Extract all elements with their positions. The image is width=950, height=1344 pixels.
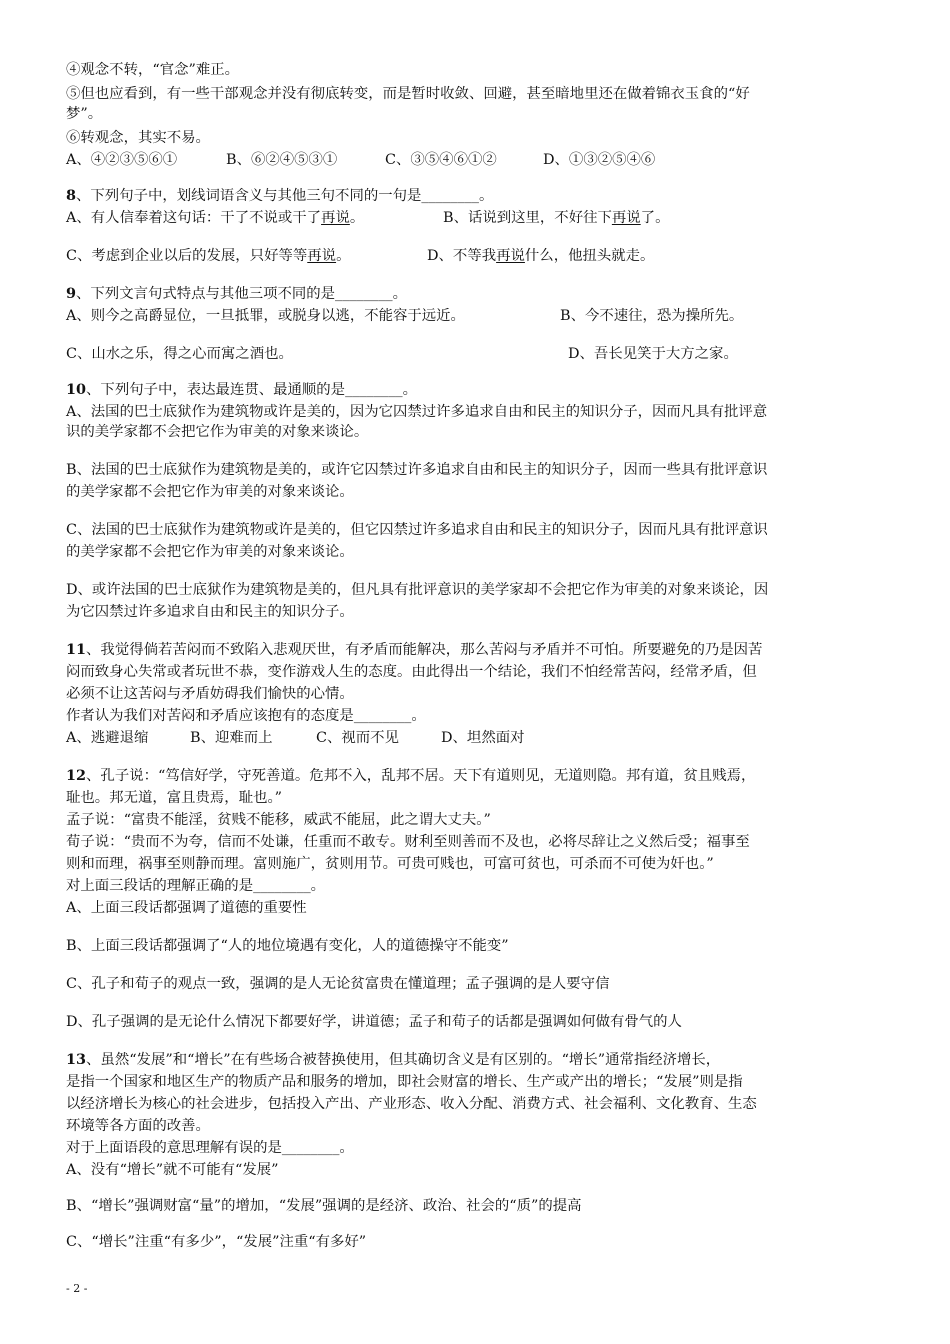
q8-option-d: D、不等我再说什么，他扭头就走。 xyxy=(427,248,655,264)
q7-sentence-4: ④观念不转，“官念”难正。 xyxy=(66,62,240,78)
q11-passage-line2: 闷而致身心失常或者玩世不恭，变作游戏人生的态度。由此得出一个结论，我们不怕经常苦闷，经常矛盾，但 xyxy=(66,664,757,680)
q13-option-b: B、“增长”强调财富“量”的增加，“发展”强调的是经济、政治、社会的“质”的提高 xyxy=(66,1198,582,1214)
q11-stem: 作者认为我们对苦闷和矛盾应该抱有的态度是________。 xyxy=(66,708,426,724)
q7-option-b: B、⑥②④⑤③① xyxy=(226,152,338,168)
q9-option-a: A、则今之高爵显位，一旦抵罪，或脱身以逃，不能容于远近。 xyxy=(66,308,465,324)
q7-sentence-6: ⑥转观念，其实不易。 xyxy=(66,130,210,146)
q11-passage-line1: 11、我觉得倘若苦闷而不致陷入悲观厌世，有矛盾而能解决，那么苦闷与矛盾并不可怕。所要避免的乃是因苦 xyxy=(66,641,763,658)
q8-stem xyxy=(66,186,493,206)
q10-option-d-line2: 为它囚禁过许多追求自由和民主的知识分子。 xyxy=(66,604,354,620)
q10-option-b-line1: B、法国的巴士底狱作为建筑物是美的，或许它囚禁过许多追求自由和民主的知识分子，因而一些具有批评意识 xyxy=(66,462,768,478)
q9-stem-text: 、下列文言句式特点与其他三项不同的是________。 xyxy=(76,286,408,302)
q11-option-c: C、视而不见 xyxy=(316,730,399,746)
q12-option-c: C、孔子和荀子的观点一致，强调的是人无论贫富贵在懂道理；孟子强调的是人要守信 xyxy=(66,976,610,992)
q13-option-a: A、没有“增长”就不可能有“发展” xyxy=(66,1162,279,1178)
q10-option-c-line1: C、法国的巴士底狱作为建筑物或许是美的，但它囚禁过许多追求自由和民主的知识分子，因而凡具有批评意识 xyxy=(66,522,768,538)
q12-option-a: A、上面三段话都强调了道德的重要性 xyxy=(66,900,307,916)
q10-option-b-line2: 的美学家都不会把它作为审美的对象来谈论。 xyxy=(66,484,354,500)
q10-option-a-line2: 识的美学家都不会把它作为审美的对象来谈论。 xyxy=(66,424,369,440)
q9-number: 9 xyxy=(66,285,77,302)
q13-passage-line1: 13、虽然“发展”和“增长”在有些场合被替换使用，但其确切含义是有区别的。“增长”通常指经济增长， xyxy=(66,1051,721,1068)
q13-stem: 对于上面语段的意思理解有误的是________。 xyxy=(66,1140,354,1156)
q13-passage-line2: 是指一个国家和地区生产的物质产品和服务的增加，即社会财富的增长、生产或产出的增长；“发展”则是指 xyxy=(66,1074,743,1090)
q10-option-c-line2: 的美学家都不会把它作为审美的对象来谈论。 xyxy=(66,544,354,560)
q8-option-b-underlined: 再说 xyxy=(611,210,641,226)
q12-stem: 对上面三段话的理解正确的是________。 xyxy=(66,878,326,894)
q8-option-a: A、有人信奉着这句话：干了不说或干了再说。 xyxy=(66,210,365,226)
q9-option-c: C、山水之乐，得之心而寓之酒也。 xyxy=(66,346,293,362)
q10-stem xyxy=(66,380,417,400)
q12-mencius: 孟子说：“富贵不能淫，贫贱不能移，威武不能屈，此之谓大丈夫。” xyxy=(66,812,491,828)
q13-number: 13 xyxy=(66,1051,87,1068)
q12-option-d: D、孔子强调的是无论什么情况下都要好学，讲道德；孟子和荀子的话都是强调如何做有骨气的人 xyxy=(66,1014,682,1030)
q7-sentence-5-line2: 梦”。 xyxy=(66,106,103,122)
q8-option-a-underlined: 再说 xyxy=(321,210,350,226)
q9-stem xyxy=(66,284,407,304)
q10-option-d-line1: D、或许法国的巴士底狱作为建筑物是美的，但凡具有批评意识的美学家却不会把它作为审美的对象来谈论，因 xyxy=(66,582,769,598)
q10-number: 10 xyxy=(66,381,87,398)
q7-option-c: C、③⑤④⑥①② xyxy=(385,152,497,168)
q8-option-d-underlined: 再说 xyxy=(496,248,525,264)
q11-number: 11 xyxy=(66,641,87,658)
q12-option-b: B、上面三段话都强调了“人的地位境遇有变化，人的道德操守不能变” xyxy=(66,938,509,954)
q13-option-c: C、“增长”注重“有多少”，“发展”注重“有多好” xyxy=(66,1234,367,1250)
q7-option-a: A、④②③⑤⑥① xyxy=(66,152,178,168)
q9-option-d: D、吾长见笑于大方之家。 xyxy=(568,346,738,362)
q12-confucius-line2: 耻也。邦无道，富且贵焉，耻也。” xyxy=(66,790,283,806)
q11-passage-line3: 必须不让这苦闷与矛盾妨碍我们愉快的心情。 xyxy=(66,686,354,702)
page-number: - 2 - xyxy=(66,1282,88,1295)
q12-xunzi-line1: 荀子说：“贵而不为夸，信而不处谦，任重而不敢专。财利至则善而不及也，必将尽辞让之义然后受；福事至 xyxy=(66,834,750,850)
q11-option-b: B、迎难而上 xyxy=(190,730,273,746)
q12-number: 12 xyxy=(66,767,87,784)
q7-sentence-5-line1: ⑤但也应看到，有一些干部观念并没有彻底转变，而是暂时收敛、回避，甚至暗地里还在做着锦衣玉食的“好 xyxy=(66,86,750,102)
q10-option-a-line1: A、法国的巴士底狱作为建筑物或许是美的，因为它囚禁过许多追求自由和民主的知识分子，因而凡具有批评意 xyxy=(66,404,768,420)
q8-option-c: C、考虑到企业以后的发展，只好等等再说。 xyxy=(66,248,351,264)
q11-option-d: D、坦然面对 xyxy=(441,730,525,746)
q8-option-c-underlined: 再说 xyxy=(307,248,337,264)
q8-option-b: B、话说到这里，不好往下再说了。 xyxy=(443,210,670,226)
q8-number: 8 xyxy=(66,187,77,204)
q13-passage-line3: 以经济增长为核心的社会进步，包括投入产出、产业形态、收入分配、消费方式、社会福利、文化教育、生态 xyxy=(66,1096,757,1112)
q13-passage-line4: 环境等各方面的改善。 xyxy=(66,1118,210,1134)
q8-stem-text: 、下列句子中，划线词语含义与其他三句不同的一句是________。 xyxy=(76,188,494,204)
q12-xunzi-line2: 则和而理，祸事至则静而理。富则施广，贫则用节。可贵可贱也，可富可贫也，可杀而不可使为奸也。” xyxy=(66,856,714,872)
q12-confucius-line1: 12、孔子说：“笃信好学，守死善道。危邦不入，乱邦不居。天下有道则见，无道则隐。邦有道，贫且贱焉， xyxy=(66,767,756,784)
q11-option-a: A、逃避退缩 xyxy=(66,730,149,746)
q10-stem-text: 、下列句子中，表达最连贯、最通顺的是________。 xyxy=(86,382,418,398)
q7-option-d: D、①③②⑤④⑥ xyxy=(543,152,656,168)
q9-option-b: B、今不速往，恐为操所先。 xyxy=(560,308,744,324)
